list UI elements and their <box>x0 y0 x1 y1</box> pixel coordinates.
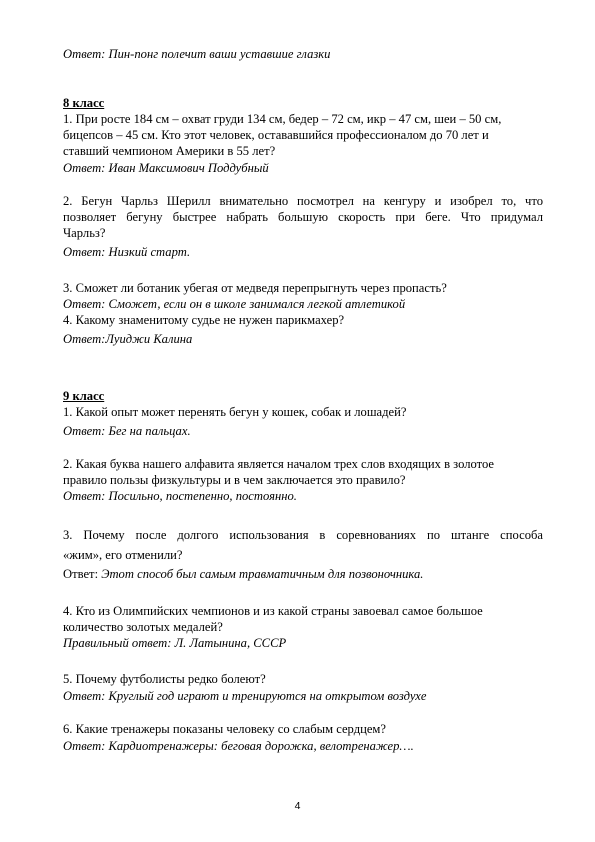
grade8-question1-line3: ставший чемпионом Америки в 55 лет? <box>63 144 276 158</box>
grade8-question2-line1: 2. Бегун Чарльз Шерилл внимательно посмотрел на кенгуру и изобрел то, что <box>63 194 543 208</box>
grade8-question1-line2: бицепсов – 45 см. Кто этот человек, остававшийся профессионалом до 70 лет и <box>63 128 489 142</box>
grade8-answer2: Ответ: Низкий старт. <box>63 245 191 259</box>
grade9-answer3 <box>63 566 543 582</box>
grade8-question4: 4. Какому знаменитому судье не нужен парикмахер? <box>63 313 345 327</box>
previous-answer: Ответ: Пин-понг полечит ваши уставшие глазки <box>63 47 331 61</box>
grade9-answer4: Правильный ответ: Л. Латынина, СССР <box>63 636 287 650</box>
grade9-answer1: Ответ: Бег на пальцах. <box>63 424 191 438</box>
grade9-question2-line2: правило пользы физкультуры и в чем заключается это правило? <box>63 473 406 487</box>
grade8-answer4: Ответ:Луиджи Калина <box>63 332 193 346</box>
grade9-question2-line1: 2. Какая буква нашего алфавита является началом трех слов входящих в золотое <box>63 457 495 471</box>
answer-label: Ответ: <box>63 567 102 581</box>
grade9-question3-line1: 3. Почему после долгого использования в соревнованиях по штанге способа <box>63 528 543 542</box>
grade8-question1-line1: 1. При росте 184 см – охват груди 134 см, бедер – 72 см, икр – 47 см, шеи – 50 см, <box>63 112 502 126</box>
grade9-question3-line2: «жим», его отменили? <box>63 548 183 562</box>
grade8-question3: 3. Сможет ли ботаник убегая от медведя перепрыгнуть через пропасть? <box>63 281 447 295</box>
grade9-question4-line1: 4. Кто из Олимпийских чемпионов и из какой страны завоевал самое большое <box>63 604 483 618</box>
grade9-answer5: Ответ: Круглый год играют и тренируются на открытом воздухе <box>63 689 427 703</box>
grade8-question2-line2: позволяет бегуну быстрее набрать большую скорость при беге. Что придумал <box>63 210 543 224</box>
grade8-heading: 8 класс <box>63 96 105 110</box>
grade8-question2-line3: Чарльз? <box>63 226 106 240</box>
grade9-question5: 5. Почему футболисты редко болеют? <box>63 672 266 686</box>
grade9-question1: 1. Какой опыт может перенять бегун у кошек, собак и лошадей? <box>63 405 407 419</box>
page-number: 4 <box>294 800 301 812</box>
grade9-heading: 9 класс <box>63 389 105 403</box>
grade8-answer1: Ответ: Иван Максимович Поддубный <box>63 161 269 175</box>
grade9-question4-line2: количество золотых медалей? <box>63 620 223 634</box>
grade9-answer6: Ответ: Кардиотренажеры: беговая дорожка, велотренажер…. <box>63 739 414 753</box>
grade9-question6: 6. Какие тренажеры показаны человеку со слабым сердцем? <box>63 722 386 736</box>
grade8-answer3: Ответ: Сможет, если он в школе занимался легкой атлетикой <box>63 297 406 311</box>
answer-text: Этот способ был самым травматичным для позвоночника. <box>101 567 424 581</box>
grade9-answer2: Ответ: Посильно, постепенно, постоянно. <box>63 489 297 503</box>
